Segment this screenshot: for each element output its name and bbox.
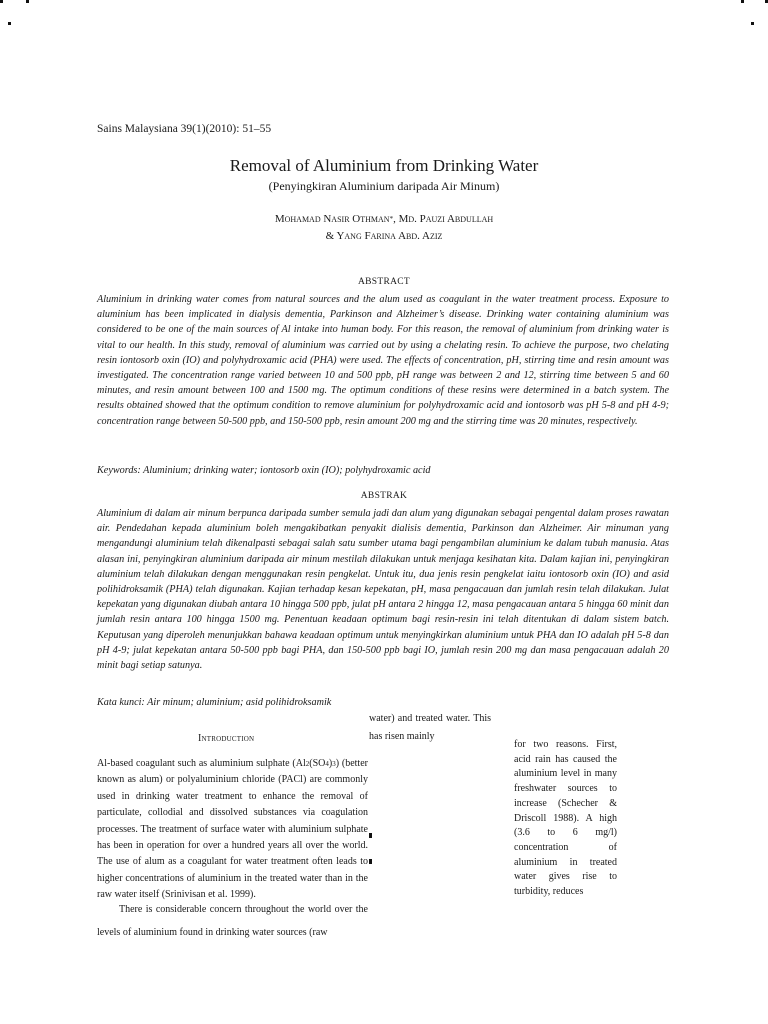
paper-subtitle: (Penyingkiran Aluminium daripada Air Minum) bbox=[268, 179, 500, 193]
introduction-heading: Introduction bbox=[198, 733, 255, 744]
author-line-1 bbox=[0, 211, 768, 228]
column-marker bbox=[369, 833, 372, 838]
abstract-heading: ABSTRACT bbox=[357, 277, 411, 287]
author-line-2: & Yang Farina Abd. Aziz bbox=[325, 230, 443, 242]
abstrak-keywords: Kata kunci: Air minum; aluminium; asid polihidroksamik bbox=[97, 697, 332, 708]
abstrak-text: Aluminium di dalam air minum berpunca daripada sumber semula jadi dan alum yang digunakan sebagai pengental dalam proses rawatan air. Pendedahan kepada aluminium boleh mengakibatkan penyakit dialisis dementia, Parkinson dan Alzheimer. Air minuman yang mengandungi aluminium telah dikenalpasti sebagai salah satu sumber utama bagi pengambilan aluminium ke dalam tubuh manusia. Atas alasan ini, penyingkiran aluminium daripada air minum mestilah dilakukan untuk menjaga kesihatan kita. Dalam kajian ini, penyingkiran aluminium telah dilakukan dengan menggunakan resin pengkelat. Untuk itu, dua jenis resin pengkelat iaitu iontosorb oxin (IO) and asid polihidroksamik (PHA) telah digunakan. Kajian terhadap kesan kepekatan, pH, masa pengacauan dan jumlah resin telah dilakukan. Julat kepekatan yang digunakan diubah antara 10 hingga 500 ppb, julat pH antara 2 hingga 12, masa pengacauan antara 5 hingga 60 minit dan jumlah resin antara 100 hingga 1500 mg. Penentuan keadaan optimum bagi resin-resin ini telah ditentukan di dalam sistem batch. Keputusan yang diperoleh menunjukkan bahawa keadaan optimum untuk menyingkirkan aluminium untuk PHA dan IO adalah pH 5-8 dan pH 4-9; julat kepekatan antara 50-500 ppb bagi PHA, dan 150-500 ppb bagi IO, jumlah resin 200 mg dan masa pengacauan adalah 20 minit bagi setiap satunya. bbox=[97, 508, 669, 672]
registration-mark bbox=[741, 0, 744, 3]
abstract-text: Aluminium in drinking water comes from natural sources and the alum used as coagulant in the water treatment process. Exposure to aluminium has been implicated in dialysis dementia, Parkinson and Alzheimer’s disease. Drinking water containing aluminium was considered to be one of the main sources of Al intake into human body. For this reason, the removal of aluminium from drinking water is vital to our health. In this study, removal of aluminium was carried out by using a chelating resin. To achieve the purpose, two chelating resin iontosorb oxin (IO) and polyhydroxamic acid (PHA) were used. The effects of concentration, pH, stirring time and resin amount was investigated. The concentration range varied between 10 and 500 ppb, pH range was between 2 and 12, stirring time between 5 and 60 minutes, and resin amount between 100 and 1500 mg. The optimum conditions of these resins were determined in a batch system. The results obtained showed that the optimum condition to remove aluminium for polyhydroxamic acid and iontosorb was pH 5-8 and pH 4-9; concentration range between 50-500 ppb, and 150-500 ppb, resin amount 200 mg and the stirring time was 20 minutes, respectively. bbox=[97, 294, 669, 427]
fragment-right-column: for two reasons. First, acid rain has caused the aluminium level in many freshwater sources to increase (Schecher & Driscoll 1988). A high (3.6 to 6 mg/l) concentration of aluminium in treated water gives rise to turbidity, reduces bbox=[514, 739, 617, 898]
author-name: , Md. Pauzi Abdullah bbox=[393, 213, 494, 225]
abstrak-heading: ABSTRAK bbox=[360, 491, 408, 501]
journal-citation: Sains Malaysiana 39(1)(2010): 51–55 bbox=[97, 123, 272, 135]
registration-mark bbox=[0, 0, 3, 3]
author-name: Mohamad Nasir Othman bbox=[274, 213, 390, 225]
introduction-paragraph-2: There is considerable concern throughout the world over the levels of aluminium found in drinking water sources (raw bbox=[97, 904, 368, 938]
registration-mark bbox=[751, 22, 754, 25]
abstract-keywords: Keywords: Aluminium; drinking water; iontosorb oxin (IO); polyhydroxamic acid bbox=[97, 465, 431, 476]
fragment-middle-column: water) and treated water. This has risen mainly bbox=[369, 713, 491, 742]
registration-mark bbox=[8, 22, 11, 25]
column-marker bbox=[369, 859, 372, 864]
introduction-paragraph-1: Al-based coagulant such as aluminium sulphate $(Al^2(SO^4)^3)$ (better known as alum) or polyaluminium chloride (PACl) are commonly used in drinking water treatment to enhance the removal of particulate, collodial and dissolved substances via coagulation processes. The treatment of surface water with aluminium sulphate has been in operation for over a hundred years all over the world. The use of alum as a coagulant for water treatment often leads to higher concentrations of aluminium in the treated water than in the raw water itself (Srinivisan et al. 1999). bbox=[97, 758, 368, 901]
author-list bbox=[0, 211, 768, 245]
paper-title: Removal of Aluminium from Drinking Water bbox=[229, 156, 539, 175]
corresponding-author-marker: * bbox=[389, 215, 394, 223]
registration-mark bbox=[26, 0, 29, 3]
